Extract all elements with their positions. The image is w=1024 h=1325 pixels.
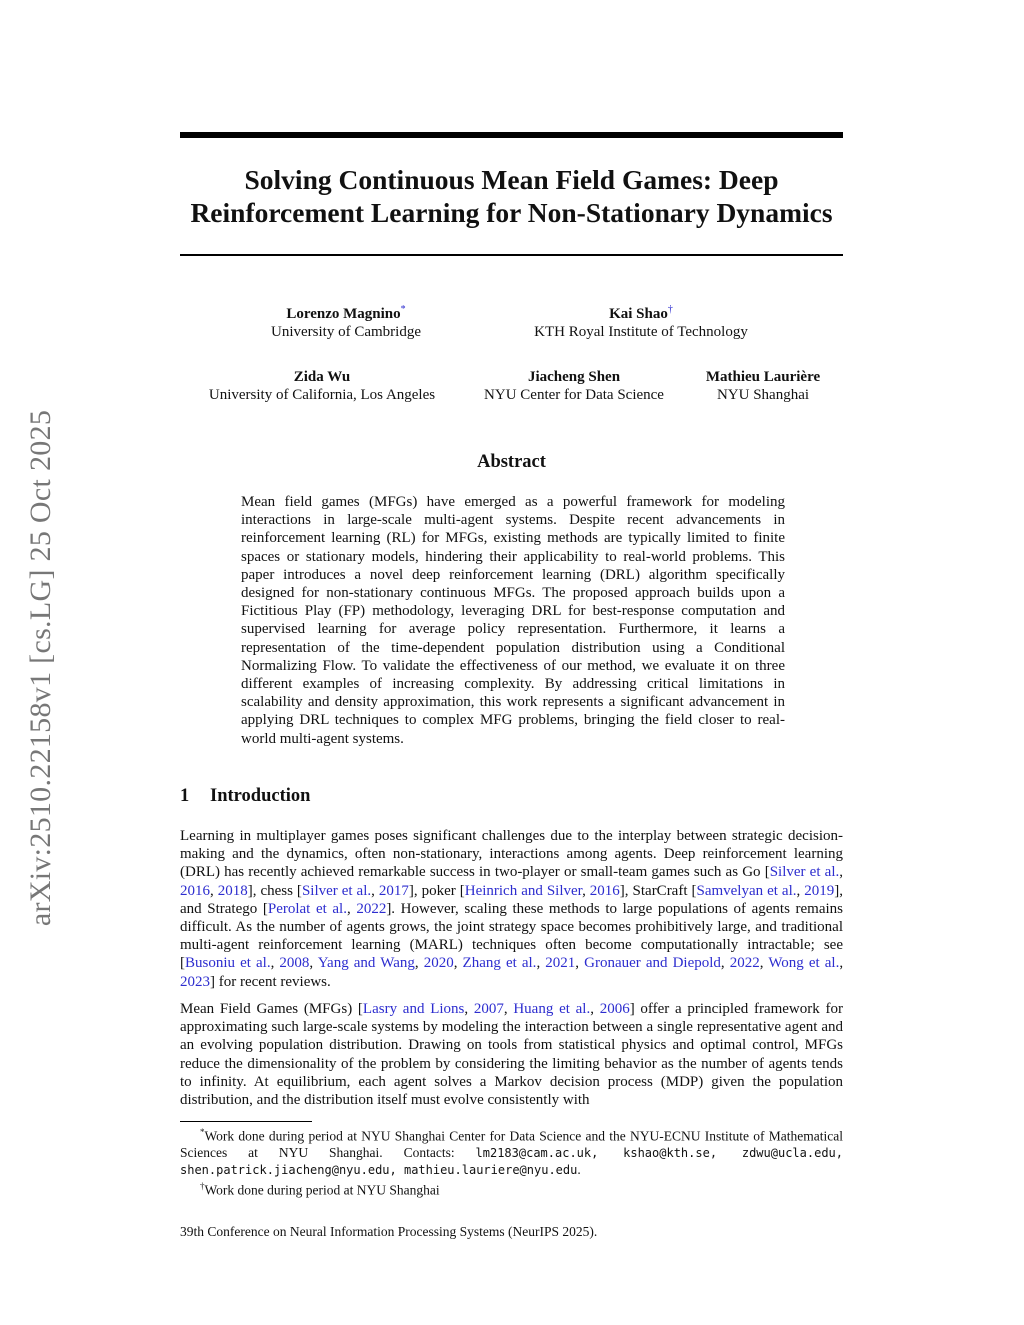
paragraph-text: ] offer a principled framework for approximating such large-scale systems by modeling the interaction between a single representative agent and an evolving population distribution. Drawing on tools from statistical physics and optimal control, MFGs reduce the dimensionality of the problem by considering the limiting behavior as the number of agents tends to infinity. At equilibrium, each agent solves a Markov decision process (MDP) given the population distribution, and the distribution itself must evolve consistently with [180, 1001, 843, 1109]
paragraph-text: ], poker [ [408, 882, 465, 899]
paragraph-text: , [503, 1001, 514, 1017]
arxiv-id-text: arXiv:2510.22158v1 [cs.LG] 25 Oct 2025 [24, 409, 57, 926]
paragraph-text: , [464, 1001, 474, 1017]
citation-link[interactable]: 2008 [279, 955, 310, 972]
author-block [484, 368, 664, 404]
paragraph-text: , [536, 955, 546, 972]
section-heading [180, 785, 310, 807]
author-affiliation: NYU Center for Data Science [484, 387, 664, 403]
paragraph-text: , [414, 955, 424, 972]
author-block [534, 301, 748, 341]
footnote-mark: * [200, 1127, 205, 1137]
paragraph-text: , [796, 882, 805, 899]
paragraph-text: , [371, 882, 379, 899]
intro-paragraph-2 [180, 1000, 843, 1109]
citation-link[interactable]: Yang and Wang [317, 955, 415, 972]
paragraph-text: , [453, 955, 463, 972]
footnotes [180, 1124, 843, 1199]
author-affiliation: University of California, Los Angeles [208, 387, 436, 403]
conference-note: 39th Conference on Neural Information Processing Systems (NeurIPS 2025). [180, 1224, 598, 1239]
citation-link[interactable]: Huang et al. [513, 1001, 591, 1017]
paper-title: Solving Continuous Mean Field Games: Deep Reinforcement Learning for Non-Stationary Dynamics [190, 164, 833, 228]
paragraph-text: , [575, 955, 585, 972]
paragraph-text: Mean Field Games (MFGs) [ [180, 1001, 363, 1017]
paragraph-text: , [346, 900, 357, 917]
author-affiliation: University of Cambridge [271, 324, 421, 340]
citation-link[interactable]: 2016 [180, 882, 210, 899]
author-affiliation: KTH Royal Institute of Technology [534, 324, 748, 340]
author-footnote-mark[interactable]: † [667, 304, 673, 315]
author-name: Zida Wu [293, 369, 351, 385]
citation-link[interactable]: 2016 [589, 882, 620, 899]
footnote-rule [180, 1121, 312, 1122]
author-name: Kai Shao† [609, 304, 673, 322]
title-rule-bottom [180, 254, 843, 256]
citation-link[interactable]: Lasry and Lions [362, 1001, 465, 1017]
paragraph-text: , [309, 955, 318, 972]
citation-link[interactable]: 2021 [545, 955, 576, 972]
citation-link[interactable]: 2022 [729, 955, 760, 972]
paragraph-text: , [270, 955, 280, 972]
intro-paragraph-1 [180, 827, 843, 991]
author-name: Mathieu Laurière [705, 369, 821, 385]
citation-link[interactable]: Gronauer and Diepold [584, 955, 721, 972]
citation-link[interactable]: Heinrich and Silver [464, 882, 583, 899]
footnote-2 [180, 1178, 843, 1199]
citation-link[interactable]: Perolat et al. [267, 900, 347, 917]
author-footnote-mark[interactable]: * [400, 304, 406, 315]
citation-link[interactable]: Silver et al. [301, 882, 372, 899]
contact-emails[interactable]: lm2183@cam.ac.uk, kshao@kth.se, zdwu@ucla.edu, shen.patrick.jiacheng@nyu.edu, mathieu.lauriere@nyu.edu [180, 1146, 843, 1177]
paragraph-text: , [839, 864, 843, 881]
citation-link[interactable]: 2006 [599, 1001, 630, 1017]
paragraph-text: ], StarCraft [ [619, 882, 697, 899]
paragraph-text: , [582, 882, 590, 899]
author-name: Lorenzo Magnino* [286, 304, 406, 322]
footnote-text: Work done during period at NYU Shanghai [204, 1182, 440, 1198]
citation-link[interactable]: 2020 [423, 955, 454, 972]
paragraph-text: ] for recent reviews. [210, 973, 331, 990]
paragraph-text: , [839, 955, 844, 972]
title-rule-top [180, 132, 843, 138]
footnote-1: *Work done during period at NYU Shanghai Center for Data Science and the NYU-ECNU Institute of Mathematical Sciences at NYU Shanghai. Contacts: lm2183@cam.ac.uk, kshao@kth.se, zdwu@ucla.edu, shen.patrick.jiacheng@nyu.edu, mathieu.lauriere@nyu.edu. [180, 1127, 843, 1177]
paragraph-text: , [590, 1001, 600, 1017]
citation-link[interactable]: 2007 [473, 1001, 504, 1017]
citation-link[interactable]: 2019 [804, 882, 835, 899]
author-block [706, 368, 820, 404]
citation-link[interactable]: 2023 [180, 973, 210, 990]
paragraph-text: , [210, 882, 218, 899]
paragraph-text: Learning in multiplayer games poses significant challenges due to the interplay between strategic decision-making and the dynamics, often non-stationary, interactions among agents. Deep reinforcement learning (DRL) has recently achieved remarkable success in two-player or small-team games such as Go [ [180, 828, 843, 881]
footnote-text: Work done during period at NYU Shanghai Center for Data Science and the NYU-ECNU Institute of Mathematical Sciences at NYU Shanghai. Contacts: [180, 1128, 843, 1160]
author-block [209, 368, 435, 404]
section-title: Introduction [210, 786, 311, 806]
citation-link[interactable]: Samvelyan et al. [696, 882, 797, 899]
abstract-heading: Abstract [477, 452, 546, 472]
citation-link[interactable]: 2022 [356, 900, 387, 917]
paragraph-text: , [759, 955, 769, 972]
author-affiliation: NYU Shanghai [716, 387, 810, 403]
citation-link[interactable]: 2018 [217, 882, 248, 899]
section-number: 1 [180, 786, 190, 806]
author-block [271, 301, 421, 341]
citation-link[interactable]: Silver et al. [769, 864, 840, 881]
paragraph-text: ], and Stratego [ [180, 882, 843, 917]
arxiv-identifier [24, 375, 58, 960]
abstract-text: Mean field games (MFGs) have emerged as a powerful framework for modeling interactions in large-scale multi-agent systems. Despite recent advancements in reinforcement learning (RL) for MFGs, existing methods are typically limited to finite spaces or stationary models, hindering their applicability to real-world problems. This paper introduces a novel deep reinforcement learning (DRL) algorithm specifically designed for non-stationary continuous MFGs. The proposed approach builds upon a Fictitious Play (FP) methodology, leveraging DRL for best-response computation and supervised learning for average policy representation. Furthermore, it learns a representation of the time-dependent population distribution using a Conditional Normalizing Flow. To validate the effectiveness of our method, we evaluate it on three different examples of increasing complexity. By addressing critical limitations in scalability and density approximation, this work represents a significant advancement in applying DRL techniques to complex MFG problems, bringing the field closer to real-world multi-agent systems. [241, 494, 785, 747]
citation-link[interactable]: Zhang et al. [462, 955, 537, 972]
citation-link[interactable]: Wong et al. [768, 955, 840, 972]
author-name: Jiacheng Shen [527, 369, 621, 385]
paragraph-text: , [720, 955, 730, 972]
footnote-mark: † [200, 1181, 205, 1191]
citation-link[interactable]: 2017 [378, 882, 409, 899]
paragraph-text: ]. However, scaling these methods to large populations of agents remains difficult. As the number of agents grows, the joint strategy space becomes prohibitively large, and traditional multi-agent reinforcement learning (MARL) techniques often become computationally intractable; see [ [180, 900, 844, 972]
citation-link[interactable]: Busoniu et al. [185, 955, 271, 972]
paragraph-text: ], chess [ [247, 882, 302, 899]
